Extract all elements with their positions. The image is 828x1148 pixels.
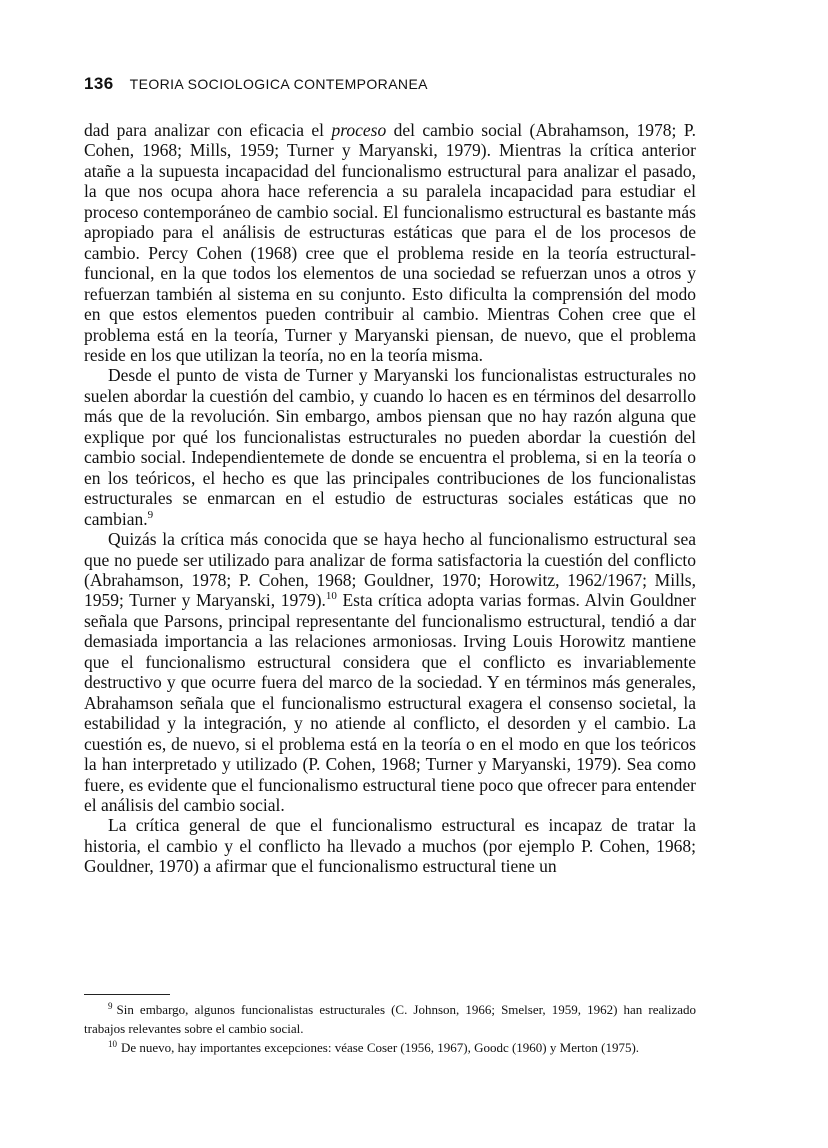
paragraph-1-emphasis: proceso bbox=[331, 120, 387, 140]
footnote-10-mark: 10 bbox=[108, 1038, 117, 1049]
running-header bbox=[84, 74, 428, 94]
footnote-divider bbox=[84, 994, 170, 995]
paragraph-3-text-a: Quizás la crítica más conocida que se haya hecho al funcionalismo estructural sea que no puede ser utilizado para analizar de forma satisfactoria la cuestión del conflicto (Abrahamson, 1978; P. Cohen, 1968; Gouldner, 1970; Horowitz, 1962/1967; Mills, 1959; Turner y Maryanski, 1979). bbox=[84, 529, 696, 611]
footnote-9-mark: 9 bbox=[108, 1000, 113, 1011]
body-text bbox=[84, 120, 696, 877]
footnote-10 bbox=[84, 1038, 696, 1057]
paragraph-3 bbox=[84, 529, 696, 815]
paragraph-4 bbox=[84, 815, 696, 876]
running-title: TEORIA SOCIOLOGICA CONTEMPORANEA bbox=[129, 76, 428, 92]
paragraph-1-text-b: del cambio social (Abrahamson, 1978; P. Cohen, 1968; Mills, 1959; Turner y Maryanski, 1979). Mientras la crítica anterior atañe a la supuesta incapacidad del funcionalismo estructural para analizar el pasado, la que nos ocupa ahora hace referencia a su paralela incapacidad para estudiar el proceso contemporáneo de cambio social. El funcionalismo estructural es bastante más apropiado para el análisis de estructuras estáticas que para el de los procesos de cambio. Percy Cohen (1968) cree que el problema reside en la teoría estructural-funcional, en la que todos los elementos de una sociedad se refuerzan unos a otros y refuerzan también al sistema en su conjunto. Esto dificulta la comprensión del modo en que estos elementos pueden contribuir al cambio. Mientras Cohen cree que el problema está en la teoría, Turner y Maryanski piensan, de nuevo, que el problema reside en los que utilizan la teoría, no en la teoría misma. bbox=[84, 120, 696, 365]
paragraph-3-text-b: Esta crítica adopta varias formas. Alvin Gouldner señala que Parsons, principal representante del funcionalismo estructural, tendió a dar demasiada importancia a las relaciones armoniosas. Irving Louis Horowitz mantiene que el funcionalismo estructural considera que el conflicto es invariablemente destructivo y que ocurre fuera del marco de la sociedad. Y en términos más generales, Abrahamson señala que el funcionalismo estructural exagera el consenso societal, la estabilidad y la integración, y no atiende al conflicto, el desorden y el cambio. La cuestión es, de nuevo, si el problema está en la teoría o en el modo en que los teóricos la han interpretado y utilizado (P. Cohen, 1968; Turner y Maryanski, 1979). Sea como fuere, es evidente que el funcionalismo estructural tiene poco que ofrecer para entender el análisis del cambio social. bbox=[84, 590, 696, 815]
footnote-ref-10: 10 bbox=[325, 590, 337, 603]
footnote-9-text: Sin embargo, algunos funcionalistas estructurales (C. Johnson, 1966; Smelser, 1959, 1962) han realizado trabajos relevantes sobre el cambio social. bbox=[84, 1002, 696, 1036]
footnote-ref-9: 9 bbox=[147, 508, 154, 521]
paragraph-4-text: La crítica general de que el funcionalismo estructural es incapaz de tratar la historia, el cambio y el conflicto ha llevado a muchos (por ejemplo P. Cohen, 1968; Gouldner, 1970) a afirmar que el funcionalismo estructural tiene un bbox=[84, 815, 696, 877]
paragraph-2 bbox=[84, 365, 696, 529]
paragraph-1-text-a: dad para analizar con eficacia el bbox=[84, 120, 332, 140]
page-number: 136 bbox=[84, 74, 114, 93]
footnote-10-text: De nuevo, hay importantes excepciones: véase Coser (1956, 1967), Goodc (1960) y Merton (1975). bbox=[121, 1040, 640, 1055]
paragraph-1 bbox=[84, 120, 696, 365]
footnotes bbox=[84, 1000, 696, 1057]
paragraph-2-text: Desde el punto de vista de Turner y Maryanski los funcionalistas estructurales no suelen abordar la cuestión del cambio, y cuando lo hacen es en términos del desarrollo más que de la revolución. Sin embargo, ambos piensan que no hay razón alguna que explique por qué los funcionalistas estructurales no pueden abordar la cuestión del cambio social. Independientemete de donde se encuentra el problema, si en la teoría o en los teóricos, el hecho es que las principales contribuciones de los funcionalistas estructurales se enmarcan en el estudio de estructuras sociales estáticas que no cambian. bbox=[84, 365, 696, 529]
footnote-9 bbox=[84, 1000, 696, 1038]
